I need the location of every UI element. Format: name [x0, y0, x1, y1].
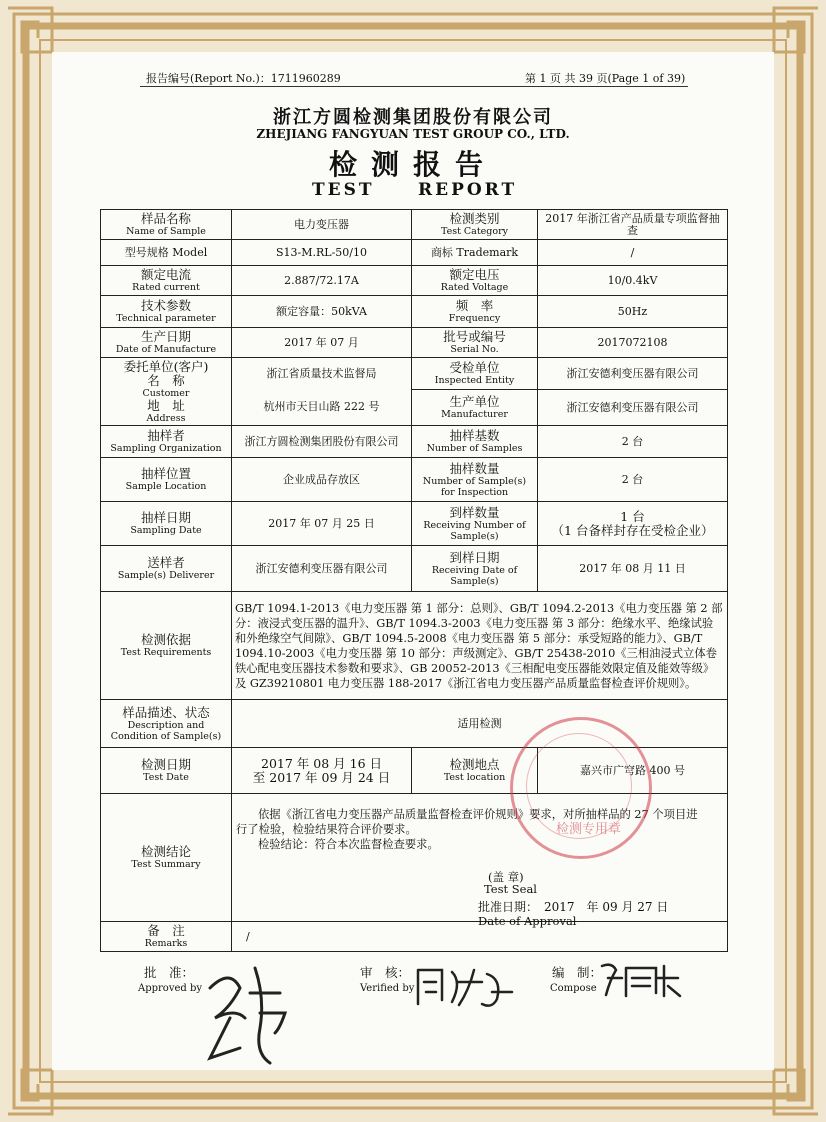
table-row	[101, 426, 728, 458]
company-name-en: ZHEJIANG FANGYUAN TEST GROUP CO., LTD.	[256, 127, 570, 141]
label-test-category: 检测类别 Test Category	[412, 210, 538, 240]
table-row	[101, 592, 728, 700]
approval-date: 批准日期： 2017 年 09 月 27 日	[478, 900, 669, 914]
value-test-category: 2017 年浙江省产品质量专项监督抽查	[538, 210, 728, 240]
table-row	[101, 296, 728, 328]
company-name-cn: 浙江方圆检测集团股份有限公司	[273, 107, 553, 128]
label-receiving-date: 到样日期 Receiving Date of Sample(s)	[412, 546, 538, 592]
label-num-inspection: 抽样数量 Number of Sample(s) for Inspection	[412, 458, 538, 502]
label-sample-name: 样品名称 Name of Sample	[101, 210, 232, 240]
value-receiving-number: 1 台 （1 台备样封存在受检企业）	[538, 502, 728, 546]
verified-label: 审 核：	[360, 965, 411, 980]
table-row	[101, 210, 728, 240]
value-test-date: 2017 年 08 月 16 日 至 2017 年 09 月 24 日	[232, 748, 412, 794]
label-frequency: 频 率 Frequency	[412, 296, 538, 328]
value-tech-param: 额定容量：50kVA	[232, 296, 412, 328]
seal-label-cn: (盖 章)	[488, 870, 524, 884]
label-summary: 检测结论 Test Summary	[101, 794, 232, 922]
label-num-samples: 抽样基数 Number of Samples	[412, 426, 538, 458]
label-sampling-date: 抽样日期 Sampling Date	[101, 502, 232, 546]
label-trademark: 商标 Trademark	[412, 240, 538, 266]
compose-label-en: Compose	[550, 983, 597, 994]
label-remarks: 备 注 Remarks	[101, 922, 232, 952]
value-trademark: /	[538, 240, 728, 266]
label-inspected-entity: 受检单位 Inspected Entity	[412, 358, 538, 390]
label-rated-current: 额定电流 Rated current	[101, 266, 232, 296]
label-manufacture-date: 生产日期 Date of Manufacture	[101, 328, 232, 358]
value-sample-location: 企业成品存放区	[232, 458, 412, 502]
seal-text: 检测专用章	[556, 822, 622, 837]
label-customer: 委托单位(客户) 名 称 Customer 地 址 Address	[101, 358, 232, 426]
value-description: 适用检测	[232, 700, 728, 748]
value-sample-name: 电力变压器	[232, 210, 412, 240]
report-title-cn: 检测报告	[328, 148, 497, 181]
table-row	[101, 502, 728, 546]
page-info: 第 1 页 共 39 页(Page 1 of 39)	[525, 72, 686, 85]
label-test-date: 检测日期 Test Date	[101, 748, 232, 794]
approved-label-en: Approved by	[138, 983, 203, 994]
value-rated-current: 2.887/72.17A	[232, 266, 412, 296]
table-row	[101, 546, 728, 592]
value-test-location: 嘉兴市广穹路 400 号	[538, 748, 728, 794]
header-rule	[140, 86, 688, 87]
value-sampling-org: 浙江方圆检测集团股份有限公司	[232, 426, 412, 458]
value-manufacturer: 浙江安德利变压器有限公司	[538, 390, 728, 426]
table-row	[101, 458, 728, 502]
table-row	[101, 922, 728, 952]
value-num-inspection: 2 台	[538, 458, 728, 502]
composer-signature	[598, 958, 698, 1000]
label-receiving-number: 到样数量 Receiving Number of Sample(s)	[412, 502, 538, 546]
verified-label-en: Verified by	[360, 983, 415, 994]
table-row	[101, 358, 728, 390]
label-deliverer: 送样者 Sample(s) Deliverer	[101, 546, 232, 592]
table-row	[101, 328, 728, 358]
label-sample-location: 抽样位置 Sample Location	[101, 458, 232, 502]
label-model: 型号规格 Model	[101, 240, 232, 266]
value-receiving-date: 2017 年 08 月 11 日	[538, 546, 728, 592]
value-serial-no: 2017072108	[538, 328, 728, 358]
value-num-samples: 2 台	[538, 426, 728, 458]
value-model: S13-M.RL-50/10	[232, 240, 412, 266]
approved-label: 批 准：	[144, 965, 195, 980]
value-address: 杭州市天目山路 222 号	[232, 390, 412, 426]
verifier-signature	[412, 962, 522, 1010]
table-row	[101, 266, 728, 296]
label-rated-voltage: 额定电压 Rated Voltage	[412, 266, 538, 296]
label-description: 样品描述、状态 Description and Condition of Sample(s)	[101, 700, 232, 748]
approver-signature	[200, 958, 310, 1068]
seal-label-en: Test Seal	[484, 882, 537, 896]
value-sampling-date: 2017 年 07 月 25 日	[232, 502, 412, 546]
summary-paragraph: 依据《浙江省电力变压器产品质量监督检查评价规则》要求，对所抽样品的 27 个项目进行了检验，检验结果符合评价要求。	[236, 808, 698, 836]
report-title-en-2: REPORT	[418, 180, 518, 200]
label-sampling-org: 抽样者 Sampling Organization	[101, 426, 232, 458]
label-serial-no: 批号或编号 Serial No.	[412, 328, 538, 358]
value-requirements: GB/T 1094.1-2013《电力变压器 第 1 部分：总则》、GB/T 1094.2-2013《电力变压器 第 2 部分：液浸式变压器的温升》、GB/T 1094.3-2003《电力变压器 第 3 部分：绝缘水平、绝缘试验和外绝缘空气间隙》、GB/T 1094.5-2008《电力变压器 第 5 部分：承受短路的能力》、GB/T 1094.10-2003《电力变压器 第 10 部分：声级测定》、GB/T 25438-2010《三相油浸式立体卷铁心配电变压器技术参数和要求》、GB 20052-2013《三相配电变压器能效限定值及能效等级》及 GZ39210801 电力变压器 188-2017《浙江省电力变压器产品质量监督检查评价规则》。	[232, 592, 728, 700]
compose-label: 编 制：	[552, 965, 603, 980]
table-row	[101, 240, 728, 266]
value-remarks: /	[232, 922, 728, 952]
report-title-en-1: TEST	[312, 180, 375, 200]
approval-date-en: Date of Approval	[478, 914, 577, 928]
value-inspected-entity: 浙江安德利变压器有限公司	[538, 358, 728, 390]
value-deliverer: 浙江安德利变压器有限公司	[232, 546, 412, 592]
label-test-location: 检测地点 Test location	[412, 748, 538, 794]
label-requirements: 检测依据 Test Requirements	[101, 592, 232, 700]
report-number: 报告编号(Report No.)：1711960289	[146, 72, 341, 85]
value-manufacture-date: 2017 年 07 月	[232, 328, 412, 358]
value-frequency: 50Hz	[538, 296, 728, 328]
value-rated-voltage: 10/0.4kV	[538, 266, 728, 296]
summary-conclusion: 检验结论：符合本次监督检查要求。	[258, 838, 439, 851]
value-customer: 浙江省质量技术监督局	[232, 358, 412, 390]
label-manufacturer: 生产单位 Manufacturer	[412, 390, 538, 426]
label-tech-param: 技术参数 Technical parameter	[101, 296, 232, 328]
